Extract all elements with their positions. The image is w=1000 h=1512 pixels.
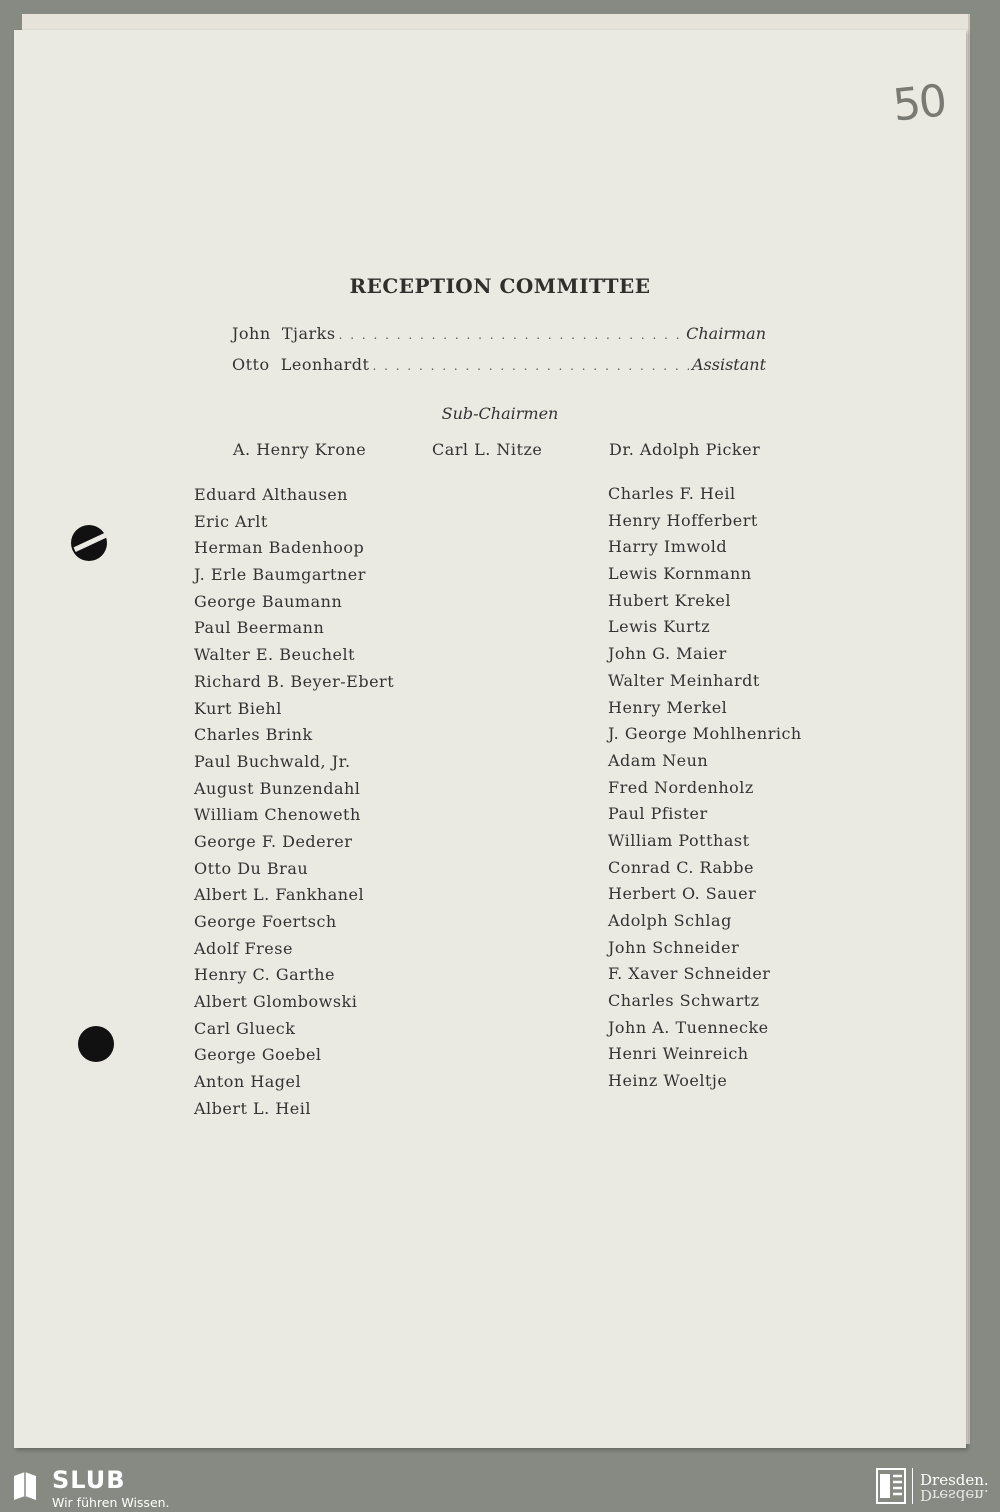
- member-name: Walter E. Beuchelt: [194, 645, 356, 665]
- footer-separator: [912, 1468, 913, 1504]
- member-name: John Schneider: [608, 937, 740, 957]
- member-name: Conrad C. Rabbe: [608, 857, 754, 877]
- member-name: J. George Mohlhenrich: [608, 724, 802, 744]
- leader-dots: [339, 328, 684, 342]
- dresden-wordmark-reflection: Dresden.: [920, 1486, 989, 1504]
- member-name: Henri Weinreich: [608, 1044, 749, 1064]
- member-name: Lewis Kornmann: [608, 564, 752, 584]
- member-name: Harry Imwold: [608, 537, 728, 557]
- member-name: John A. Tuennecke: [608, 1017, 769, 1037]
- sub-chairman: Dr. Adolph Picker: [609, 440, 761, 459]
- dresden-wordmark[interactable]: Dresden.: [920, 1471, 989, 1489]
- member-name: Hubert Krekel: [608, 590, 731, 610]
- member-name: Walter Meinhardt: [608, 670, 760, 690]
- member-name: Carl Glueck: [194, 1018, 296, 1038]
- slub-logo-icon: [12, 1470, 38, 1502]
- member-name: Albert Glombowski: [194, 992, 358, 1012]
- member-name: Lewis Kurtz: [608, 617, 711, 637]
- officer-role: Assistant: [691, 355, 766, 374]
- member-name: William Potthast: [608, 830, 750, 850]
- member-name: J. Erle Baumgartner: [194, 565, 366, 585]
- member-name: Kurt Biehl: [194, 698, 282, 718]
- members-right-column: [608, 481, 802, 1095]
- officer-row-assistant: [232, 355, 766, 379]
- sub-chairmen-heading: Sub-Chairmen: [441, 404, 559, 423]
- officer-name: Otto Leonhardt: [232, 355, 370, 374]
- member-name: George Goebel: [194, 1045, 322, 1065]
- member-name: Albert L. Fankhanel: [194, 885, 365, 905]
- member-name: Paul Buchwald, Jr.: [194, 751, 351, 771]
- handwritten-page-number: 50: [890, 75, 948, 132]
- member-name: Adolf Frese: [194, 938, 293, 958]
- member-name: Albert L. Heil: [194, 1098, 311, 1118]
- member-name: Herbert O. Sauer: [608, 884, 757, 904]
- leader-dots: [372, 359, 689, 373]
- member-name: William Chenoweth: [194, 805, 361, 825]
- punch-hole-lower: [78, 1026, 114, 1062]
- sub-chairman: Carl L. Nitze: [432, 440, 543, 459]
- sub-chairman: A. Henry Krone: [233, 440, 367, 459]
- member-name: George Foertsch: [194, 912, 337, 931]
- page-title: RECEPTION COMMITTEE: [349, 274, 651, 298]
- member-name: Henry Merkel: [608, 697, 728, 717]
- member-name: Henry C. Garthe: [194, 965, 336, 985]
- member-name: Eduard Althausen: [194, 485, 348, 504]
- member-name: Eric Arlt: [194, 511, 268, 531]
- member-name: Adam Neun: [608, 750, 709, 770]
- slub-tagline: Wir führen Wissen.: [52, 1495, 170, 1510]
- officer-row-chairman: [232, 324, 766, 348]
- member-name: Richard B. Beyer-Ebert: [194, 671, 395, 691]
- member-name: August Bunzendahl: [194, 778, 361, 798]
- member-name: Henry Hofferbert: [608, 510, 758, 530]
- punch-hole-upper: [71, 525, 107, 561]
- member-name: George Baumann: [194, 591, 343, 611]
- member-name: Fred Nordenholz: [608, 777, 754, 797]
- slub-wordmark[interactable]: SLUB: [52, 1466, 126, 1494]
- officer-name: John Tjarks: [232, 324, 336, 343]
- member-name: Heinz Woeltje: [608, 1071, 728, 1091]
- footer-bar: [0, 1462, 1000, 1512]
- member-name: Charles F. Heil: [608, 484, 736, 503]
- member-name: Charles Brink: [194, 725, 313, 745]
- member-name: John G. Maier: [608, 644, 727, 664]
- member-name: George F. Dederer: [194, 831, 353, 851]
- member-name: Paul Beermann: [194, 618, 325, 638]
- member-name: Paul Pfister: [608, 804, 708, 824]
- member-name: Otto Du Brau: [194, 858, 309, 878]
- member-name: F. Xaver Schneider: [608, 964, 771, 984]
- member-name: Charles Schwartz: [608, 991, 760, 1011]
- member-name: Herman Badenhoop: [194, 538, 365, 558]
- members-left-column: [194, 482, 394, 1123]
- member-name: Anton Hagel: [194, 1072, 302, 1092]
- dresden-coat-of-arms-icon: [876, 1468, 906, 1504]
- member-name: Adolph Schlag: [608, 911, 732, 930]
- document-page: [14, 30, 966, 1448]
- officer-role: Chairman: [686, 324, 766, 343]
